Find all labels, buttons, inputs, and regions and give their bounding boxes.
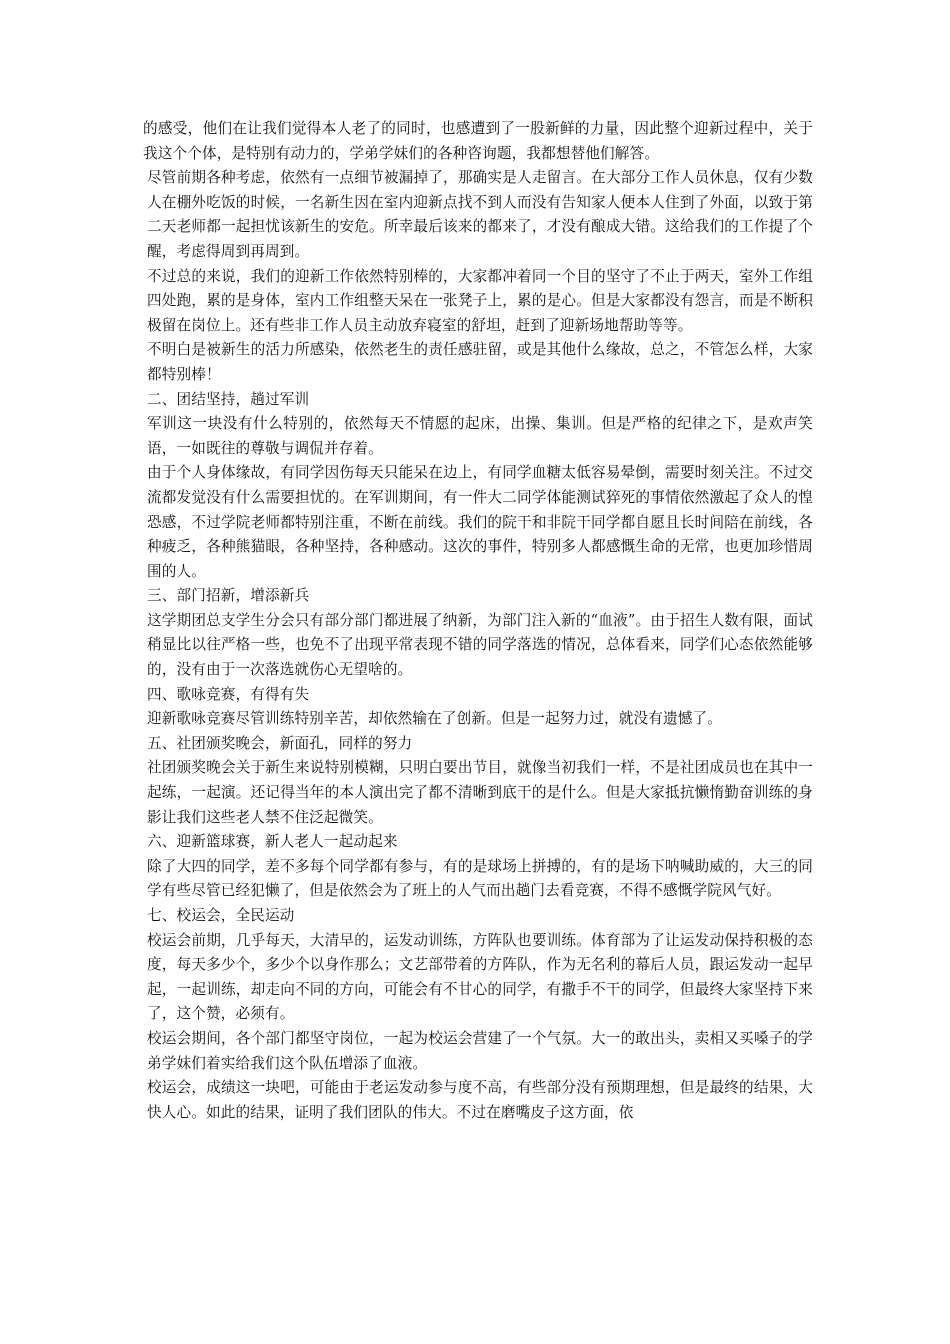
paragraph: 社团颁奖晚会关于新生来说特别模糊，只明白要出节目，就像当初我们一样，不是社团成员也在其中一起练，一起演。还记得当年的本人演出完了都不清晰到底干的是什么。但是大家抵抗懒惰勤奋训练的身影让我们这些老人禁不住泛起微笑。 [147,759,813,826]
document-body [143,117,813,1125]
section-heading: 二、团结坚持，趟过军训 [147,390,310,408]
section-heading: 四、歌咏竞赛，有得有失 [147,685,310,703]
paragraph: 校运会，成绩这一块吧，可能由于老运发动参与度不高，有些部分没有预期理想，但是最终的结果，大快人心。如此的结果，证明了我们团队的伟大。不过在磨嘴皮子这方面，依 [147,1079,813,1121]
paragraph: 不明白是被新生的活力所感染，依然老生的责任感驻留，或是其他什么缘故，总之，不管怎么样，大家都特别棒！ [147,341,813,383]
paragraph: 由于个人身体缘故，有同学因伤每天只能呆在边上，有同学血糖太低容易晕倒，需要时刻关注。不过交流都发觉没有什么需要担忧的。在军训期间，有一件大二同学体能测试猝死的事情依然激起了众人的惶恐感，不过学院老师都特别注重，不断在前线。我们的院干和非院干同学都自愿且长时间陪在前线，各种疲乏，各种熊猫眼，各种坚持，各种感动。这次的事件，特别多人都感慨生命的无常，也更加珍惜周围的人。 [147,464,813,580]
paragraph: 除了大四的同学，差不多每个同学都有参与，有的是球场上拼搏的，有的是场下呐喊助威的，大三的同学有些尽管已经犯懒了，但是依然会为了班上的人气而出趟门去看竞赛，不得不感慨学院风气好。 [147,857,813,900]
paragraph: 不过总的来说，我们的迎新工作依然特别棒的，大家都冲着同一个目的坚守了不止于两天，室外工作组四处跑，累的是身体，室内工作组整天呆在一张凳子上，累的是心。但是大家都没有怨言，而是不断积极留在岗位上。还有些非工作人员主动放弃寝室的舒坦，赶到了迎新场地帮助等等。 [147,267,813,334]
paragraph: 迎新歌咏竞赛尽管训练特别辛苦，却依然输在了创新。但是一起努力过，就没有遗憾了。 [147,710,723,728]
paragraph: 的感受，他们在让我们觉得本人老了的同时，也感遭到了一股新鲜的力量，因此整个迎新过程中，关于我这个个体，是特别有动力的，学弟学妹们的各种咨询题，我都想替他们解答。 [143,120,813,162]
paragraph: 校运会期间，各个部门都坚守岗位，一起为校运会营建了一个气氛。大一的敢出头，卖相又买嗓子的学弟学妹们着实给我们这个队伍增添了血液。 [147,1029,813,1072]
paragraph: 这学期团总支学生分会只有部分部门都进展了纳新，为部门注入新的“血液”。由于招生人数有限，面试稍显比以往严格一些，也免不了出现平常表现不错的同学落选的情况，总体看来，同学们心态依然能够的，没有由于一次落选就伤心无望啥的。 [147,611,813,679]
paragraph: 军训这一块没有什么特别的，依然每天不情愿的起床，出操、集训。但是严格的纪律之下，是欢声笑语，一如既往的尊敬与调侃并存着。 [147,415,813,457]
paragraph: 尽管前期各种考虑，依然有一点细节被漏掉了，那确实是人走留言。在大部分工作人员休息，仅有少数人在棚外吃饭的时候，一名新生因在室内迎新点找不到人而没有告知家人便本人住到了外面，以致于第二天老师都一起担忧该新生的安危。所幸最后该来的都来了，才没有酿成大错。这给我们的工作提了个醒，考虑得周到再周到。 [147,169,813,260]
section-heading: 七、校运会，全民运动 [147,907,295,924]
section-heading: 六、迎新篮球赛，新人老人一起动起来 [147,833,398,851]
section-heading: 五、社团颁奖晚会，新面孔，同样的努力 [147,734,413,752]
section-heading: 三、部门招新，增添新兵 [147,587,310,605]
paragraph: 校运会前期，几乎每天，大清早的，运发动训练，方阵队也要训练。体育部为了让运发动保持积极的态度，每天多少个，多少个以身作那么；文艺部带着的方阵队，作为无名利的幕后人员，跟运发动一起早起，一起训练，却走向不同的方向，可能会有不甘心的同学，有撒手不干的同学，但最终大家坚持下来了，这个赞，必须有。 [147,931,813,1023]
